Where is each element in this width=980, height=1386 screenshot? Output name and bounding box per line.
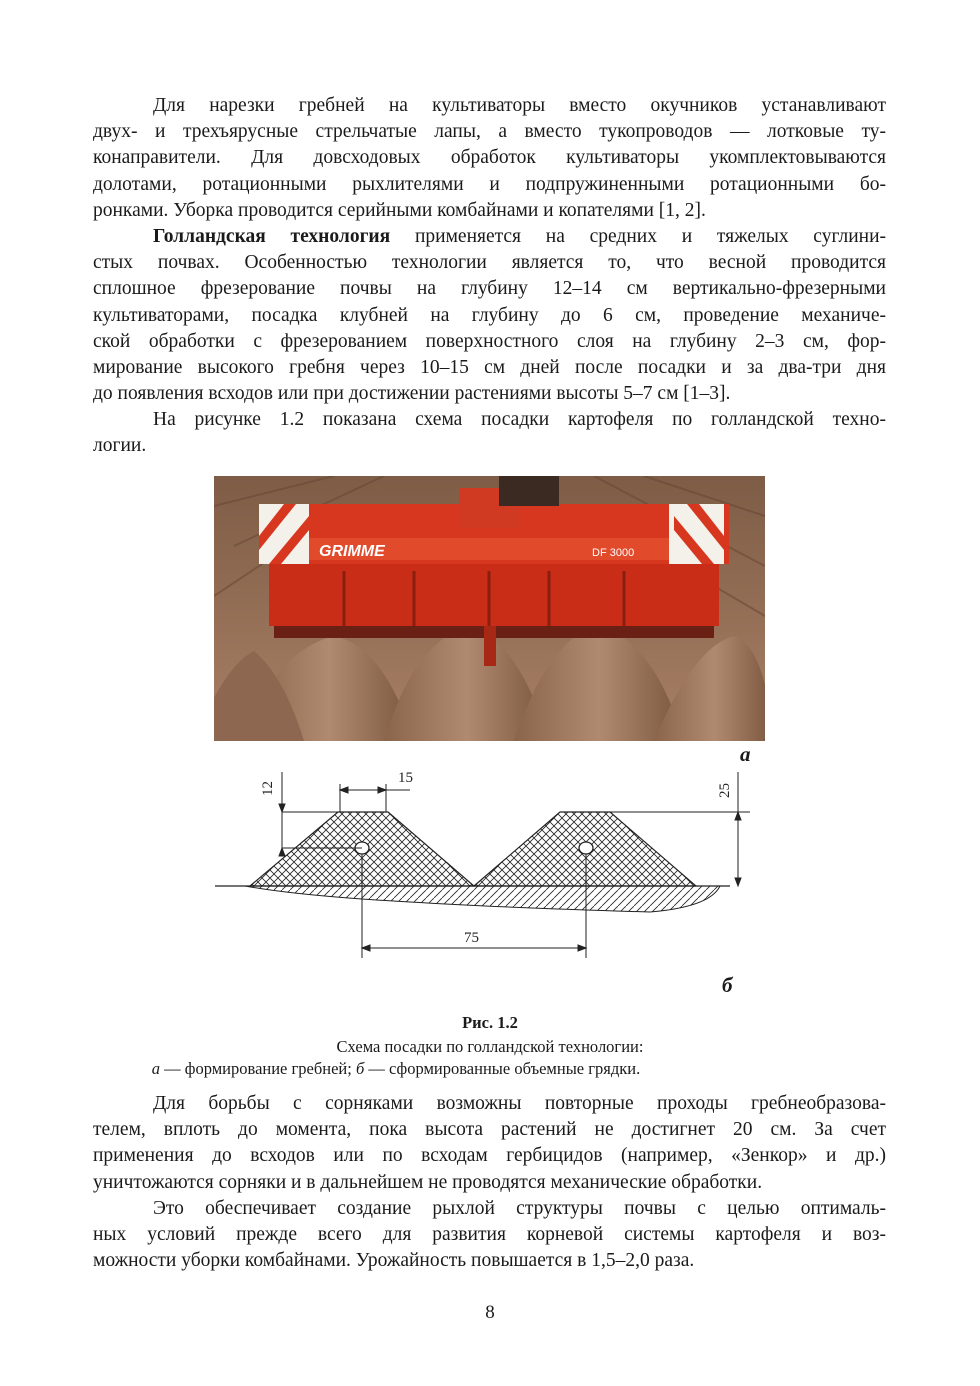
figure-caption-line2 (0, 1059, 886, 1079)
machine-model: DF 3000 (592, 547, 635, 559)
paragraph-3 (93, 407, 886, 459)
figure-label-b: б (722, 973, 733, 997)
figure-diagram-ridges (210, 762, 770, 962)
figure-photo-ridge-former (214, 476, 765, 741)
figure-label-a: а (740, 742, 751, 766)
machine-brand: GRIMME (319, 543, 385, 560)
dim-label-12: 12 (260, 781, 276, 796)
paragraph-1 (93, 93, 886, 224)
soil-layer (245, 886, 720, 912)
text-line: ных условий прежде всего для развития корневой системы картофеля и воз- (93, 1224, 886, 1246)
text-line: телем, вплоть до момента, пока высота растений не достигнет 20 см. За счет (93, 1119, 886, 1141)
text-line: Для борьбы с сорняками возможны повторные проходы гребнеобразова- (153, 1093, 886, 1114)
dimension-top-width (340, 784, 410, 812)
text-line: мирование высокого гребня через 10–15 см дней после посадки и за два-три дня (93, 356, 886, 378)
text-line: логии. (93, 435, 147, 457)
text-line (93, 224, 886, 250)
caption-text-a: — формирование гребней; (160, 1059, 356, 1078)
text-line: долотами, ротационными рыхлителями и подпружиненными ротационными бо- (93, 173, 886, 195)
dim-label-25: 25 (717, 783, 733, 798)
text-line: На рисунке 1.2 показана схема посадки картофеля по голландской техно- (153, 409, 886, 430)
dim-label-15: 15 (398, 770, 413, 786)
figure-caption-title: Рис. 1.2 (462, 1013, 518, 1032)
caption-letter-b: б (355, 1059, 365, 1078)
text-line: применения до всходов или по всходам гербицидов (например, «Зенкор» и др.) (93, 1145, 886, 1167)
text-line: ской обработки с фрезерованием поверхностного слоя на глубину 2–3 см, фор- (93, 330, 886, 352)
figure-caption-line1: Схема посадки по голландской технологии: (336, 1037, 644, 1056)
text-line: до появления всходов или при достижении растениями высоты 5–7 см [1–3]. (93, 383, 731, 405)
page-number: 8 (485, 1302, 495, 1323)
tuber-right (579, 842, 593, 854)
text-line: культиваторами, посадка клубней на глубину до 6 см, проведение механиче- (93, 304, 886, 326)
caption-text-b: — сформированные объемные грядки. (364, 1059, 641, 1078)
text-line: уничтожаются сорняки и в дальнейшем не проводятся механические обработки. (93, 1171, 763, 1193)
caption-letter-a: а (151, 1059, 161, 1078)
text-line: двух- и трехъярусные стрельчатые лапы, а вместо тукопроводов — лотковые ту- (93, 121, 886, 143)
paragraph-4 (93, 1091, 886, 1196)
text-line: Для нарезки гребней на культиваторы вместо окучников устанавливают (153, 95, 886, 116)
paragraph-2 (93, 224, 886, 407)
text-line: можности уборки комбайнами. Урожайность повышается в 1,5–2,0 раза. (93, 1250, 695, 1272)
paragraph-5 (93, 1196, 886, 1275)
text-line: ронками. Уборка проводится серийными комбайнами и копателями [1, 2]. (93, 199, 706, 221)
text-line: Это обеспечивает создание рыхлой структуры почвы с целью оптималь- (153, 1198, 886, 1219)
text-line: конаправители. Для довсходовых обработок культиваторы укомплектовываются (93, 147, 886, 169)
dim-label-75: 75 (464, 930, 479, 946)
term-dutch-technology: Голландская технология (153, 226, 391, 247)
text-line: сплошное фрезерование почвы на глубину 12–14 см вертикально-фрезерными (93, 278, 886, 300)
text-line: стых почвах. Особенностью технологии является то, что весной проводится (93, 252, 886, 274)
text-fragment: применяется на средних и тяжелых суглини- (390, 226, 886, 247)
photo-illustration (214, 476, 765, 741)
